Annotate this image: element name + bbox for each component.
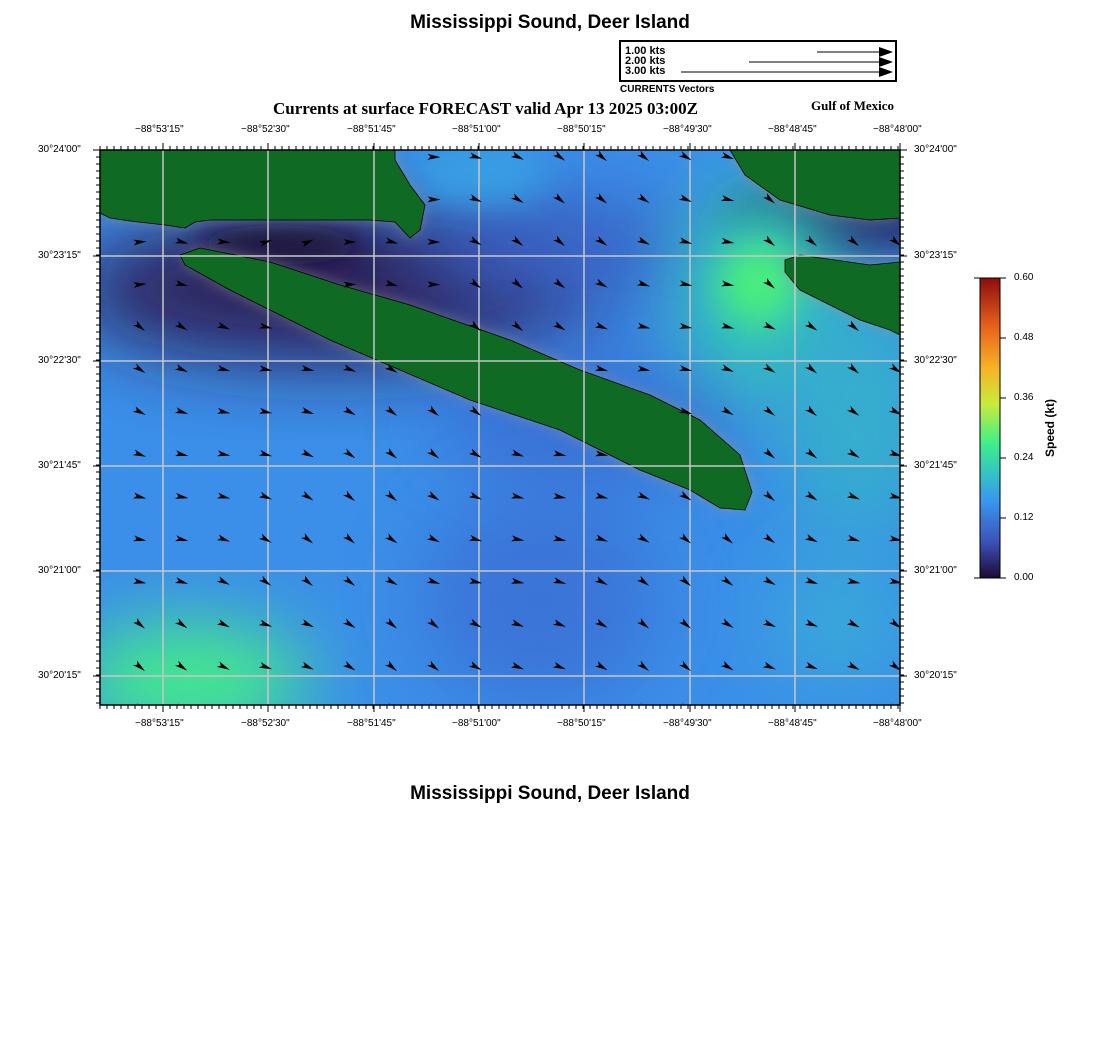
lon-label-top-8: −88°48'00" <box>873 124 922 135</box>
lat-label-right-1: 30°24'00" <box>914 144 957 155</box>
lon-label-bottom-2: −88°52'30" <box>241 718 290 729</box>
lon-label-bottom-4: −88°51'00" <box>452 718 501 729</box>
colorbar-tick-4: 0.24 <box>1014 452 1034 463</box>
fast-zone-inlet <box>410 145 550 205</box>
mid-zone-north <box>420 195 700 305</box>
speed-field <box>70 145 960 735</box>
fast-zone-se <box>780 300 940 540</box>
colorbar-tick-1: 0.60 <box>1014 272 1034 283</box>
lon-label-bottom-6: −88°49'30" <box>663 718 712 729</box>
legend-entry-1: 1.00 kts <box>625 45 666 57</box>
legend-entry-3: 3.00 kts <box>625 65 666 77</box>
colorbar-tick-2: 0.48 <box>1014 332 1034 343</box>
lon-label-top-6: −88°49'30" <box>663 124 712 135</box>
mid-zone-center <box>420 490 660 710</box>
lat-label-left-4: 30°21'45" <box>38 460 81 471</box>
lat-label-left-5: 30°21'00" <box>38 565 81 576</box>
legend-entry-2: 2.00 kts <box>625 55 666 67</box>
lat-label-right-2: 30°23'15" <box>914 250 957 261</box>
lat-label-left-2: 30°23'15" <box>38 250 81 261</box>
lat-label-left-3: 30°22'30" <box>38 355 81 366</box>
lon-label-top-3: −88°51'45" <box>347 124 396 135</box>
lon-label-bottom-1: −88°53'15" <box>135 718 184 729</box>
lon-label-top-5: −88°50'15" <box>557 124 606 135</box>
lat-label-left-1: 30°24'00" <box>38 144 81 155</box>
colorbar-tick-6: 0.00 <box>1014 572 1034 583</box>
lat-label-right-4: 30°21'45" <box>914 460 957 471</box>
region-label: Gulf of Mexico <box>811 98 895 113</box>
lat-label-right-6: 30°20'15" <box>914 670 957 681</box>
lon-label-top-4: −88°51'00" <box>452 124 501 135</box>
lon-label-top-2: −88°52'30" <box>241 124 290 135</box>
colorbar <box>970 270 1030 590</box>
colorbar-tick-5: 0.12 <box>1014 512 1034 523</box>
lon-label-bottom-8: −88°48'00" <box>873 718 922 729</box>
lon-label-bottom-5: −88°50'15" <box>557 718 606 729</box>
lat-label-left-6: 30°20'15" <box>38 670 81 681</box>
footer-title: Mississippi Sound, Deer Island <box>410 783 690 804</box>
lat-label-right-3: 30°22'30" <box>914 355 957 366</box>
forecast-subtitle: Currents at surface FORECAST valid Apr 13 2025 03:00Z <box>273 99 699 118</box>
legend-caption: CURRENTS Vectors <box>620 84 715 95</box>
map-title: Mississippi Sound, Deer Island <box>410 12 690 33</box>
lat-label-right-5: 30°21'00" <box>914 565 957 576</box>
colorbar-gradient <box>980 278 1000 578</box>
lon-label-top-1: −88°53'15" <box>135 124 184 135</box>
lon-label-bottom-3: −88°51'45" <box>347 718 396 729</box>
lon-label-bottom-7: −88°48'45" <box>768 718 817 729</box>
colorbar-label: Speed (kt) <box>1043 398 1057 458</box>
colorbar-tick-3: 0.36 <box>1014 392 1034 403</box>
lon-label-top-7: −88°48'45" <box>768 124 817 135</box>
